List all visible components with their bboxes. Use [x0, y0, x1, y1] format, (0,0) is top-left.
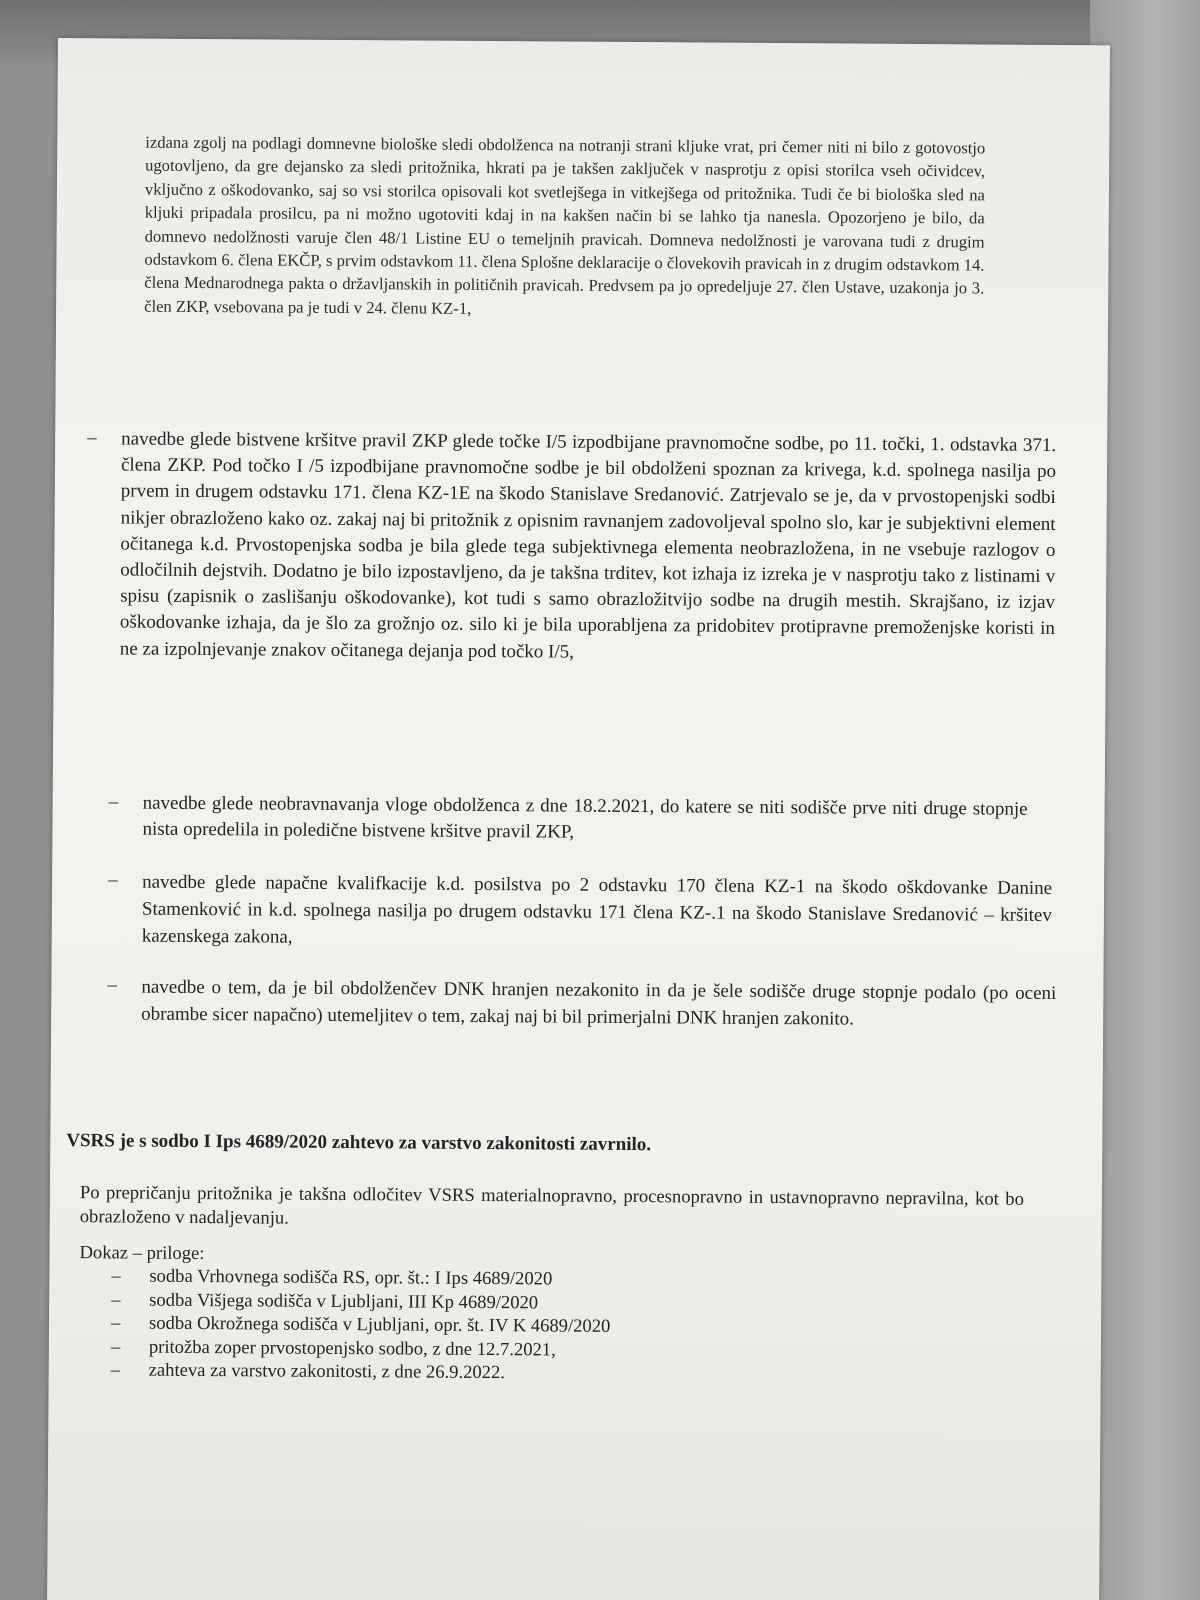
list-dash: – [110, 1312, 121, 1334]
intro-paragraph: izdana zgolj na podlagi domnevne biološke sledi obdolženca na notranji strani kljuke vrat, pri čemer niti ni bilo z gotovostjo ugotovljeno, da gre dejansko za sledi pritožnika, hkrati pa je takšen zaključek v nasprotju z opisi storilca vseh očividcev, vključno z oškodovanko, saj so vsi storilca opisovali kot svetlejšega in vitkejšega od pritožnika. Tudi če bi biološka sled na kljuki pripadala prosilcu, pa ni možno ugotoviti kdaj in na kakšen način bi se lahko tja nanesla. Opozorjeno je bilo, da domnevo nedolžnosti varuje člen 48/1 Listine EU o temeljnih pravicah. Domneva nedolžnosti je varovana tudi z drugim odstavkom 6. člena EKČP, s prvim odstavkom 11. člena Splošne deklaracije o človekovih pravicah in z drugim odstavkom 14. člena Mednarodnega pakta o državljanskih in političnih pravicah. Predvsem pa jo opredeljuje 27. člen Ustave, uzakonja jo 3. člen ZKP, vsebovana pa je tudi v 24. členu KZ-1, [144, 132, 986, 318]
list-dash: – [107, 974, 117, 996]
list-dash: – [87, 427, 97, 449]
list-dash: – [111, 1288, 121, 1310]
proof-label: Dokaz – priloge: [79, 1242, 205, 1265]
proof-item [111, 1358, 911, 1387]
document-content [47, 38, 1110, 1600]
list-dash: – [110, 1335, 121, 1357]
list-dash: – [108, 869, 118, 891]
paper-sheet [47, 38, 1110, 1600]
proof-item-text: pritožba zoper prvostopenjsko sodbo, z dne 12.7.2021, [148, 1336, 556, 1361]
section-heading: VSRS je s sodbo I Ips 4689/2020 zahtevo za varstvo zakonitosti zavrnilo. [66, 1130, 652, 1156]
list-item-text: navedbe glede napačne kvalifkacije k.d. posilstva po 2 odstavku 170 člena KZ-1 na škodo oškdovanke Danine Stamenković in k.d. spolnega nasilja po drugem odstavku 171 člena KZ-.1 na škodo Stanislave Sredanović – kršitev kazenskega zakona, [141, 871, 1053, 948]
list-item-text: navedbe glede bistvene kršitve pravil ZKP glede točke I/5 izpodbijane pravnomočne sodbe, po 11. točki, 1. odstavka 371. člena ZKP. Pod točko I /5 izpodbijane pravnomočne sodbe je bil obdolženi spoznan za krivega, k.d. spolnega nasilja po prvem in drugem odstavku 171. člena KZ-1E na škodo Stanislave Sredanović. Zatrjevalo se je, da v prvostopenjski sodbi nikjer obrazloženo kako oz. zakaj naj bi pritožnik z opisnim ravnanjem zadovoljeval spolno slo, kar je subjektivni element očitanega k.d. Prvostopenjska sodba je bila glede tega subjektivnega elementa neobrazložena, in ne vsebuje razlogov o odločilnih dejstvih. Dodatno je bilo izpostavljeno, da je takšna trditev, kot izhaja iz izreka je v nasprotju tako z listinami v spisu (zapisnik o zaslišanju oškodovanke), kot tudi s samo obrazložitvijo sodbe na drugih mestih. Skrajšano, iz izjav oškodovanke izhaja, da je šlo za grožnjo oz. silo ki je bila uporabljena za pridobitev protipravne premoženjske koristi in ne za izpolnjevanje znakov očitanega dejanja pod točko I/5, [119, 428, 1057, 663]
proof-item-text: sodba Višjega sodišča v Ljubljani, III Kp 4689/2020 [149, 1289, 539, 1313]
conclusion-paragraph: Po prepričanju pritožnika je takšna odločitev VSRS materialnopravno, procesnopravno in ustavnopravno nepravilna, kot bo obrazloženo v nadaljevanju. [79, 1182, 1024, 1229]
list-dash: – [110, 1359, 121, 1381]
proof-item-text: zahteva za varstvo zakonitosti, z dne 26.9.2022. [148, 1359, 506, 1384]
list-dash: – [108, 791, 119, 813]
list-item-text: navedbe glede neobravnavanja vloge obdolženca z dne 18.2.2021, do katere se niti sodišče prve niti druge stopnje nista opredelila in poledične bistvene kršitve pravil ZKP, [142, 792, 1028, 843]
proof-list [111, 1264, 912, 1387]
list-item-text: navedbe o tem, da je bil obdolženčev DNK hranjen nezakonito in da je šele sodišče druge stopnje podalo (po oceni obrambe sicer napačno) utemeljitev o tem, zakaj naj bi bil primerjalni DNK hranjen zakonito. [141, 976, 1057, 1030]
proof-item-text: sodba Vrhovnega sodišča RS, opr. št.: I Ips 4689/2020 [149, 1265, 553, 1290]
proof-item-text: sodba Okrožnega sodišča v Ljubljani, opr. št. IV K 4689/2020 [148, 1312, 611, 1337]
list-dash: – [111, 1265, 121, 1287]
